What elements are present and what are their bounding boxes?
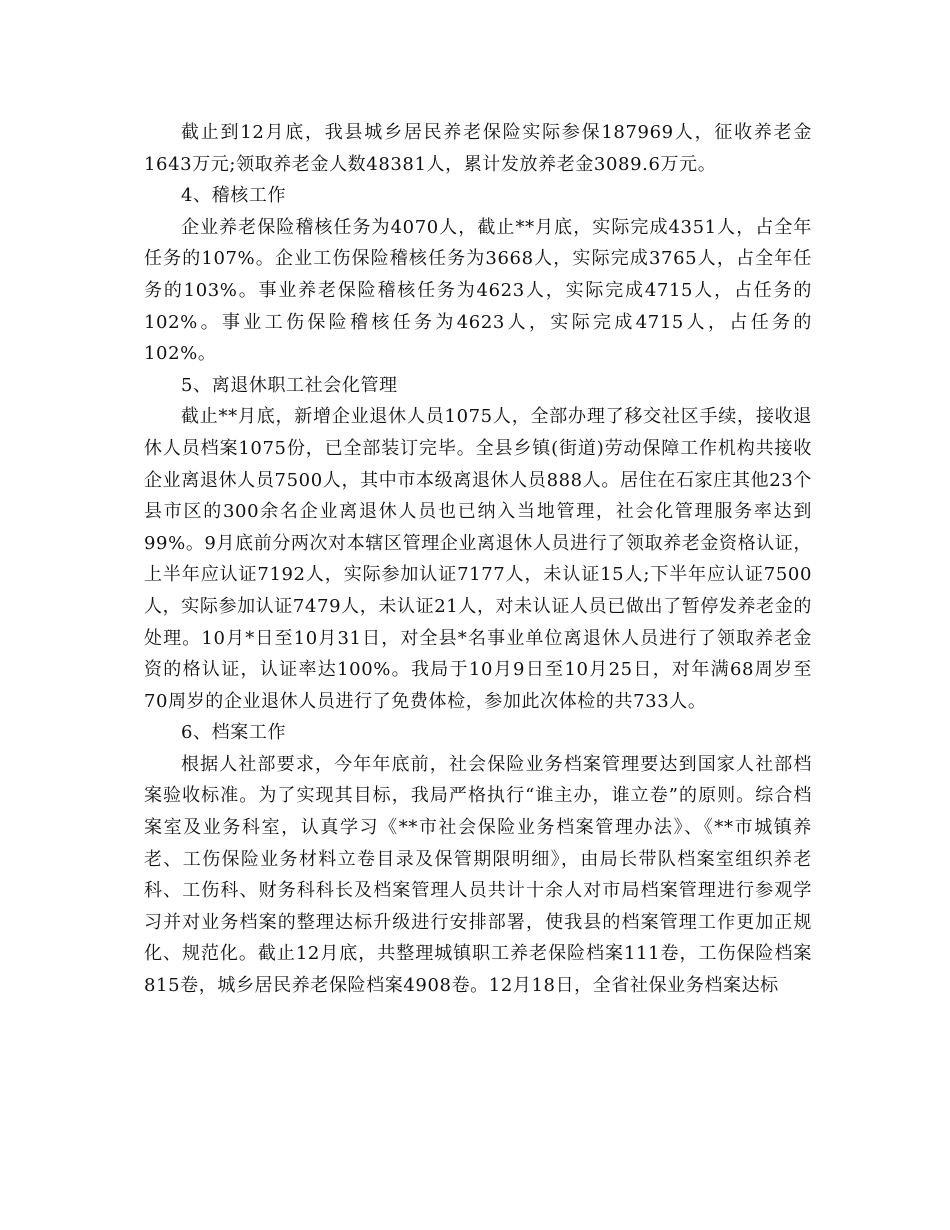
document-body [144,117,812,1002]
heading-archive-work: 6、档案工作 [181,722,287,744]
paragraph-archive-work: 根据人社部要求，今年年底前，社会保险业务档案管理要达到国家人社部档案验收标准。为了实现其目标，我局严格执行“谁主办，谁立卷”的原则。综合档案室及业务科室，认真学习《**市社会保险业务档案管理办法》、《**市城镇养老、工伤保险业务材料立卷目录及保管期限明细》，由局长带队档案室组织养老科、工伤科、财务科科长及档案管理人员共计十余人对市局档案管理进行参观学习并对业务档案的整理达标升级进行安排部署，使我县的档案管理工作更加正规化、规范化。截止12月底，共整理城镇职工养老保险档案111卷，工伤保险档案815卷，城乡居民养老保险档案4908卷。12月18日，全省社保业务档案达标 [144,753,812,997]
heading-retiree-management: 5、离退休职工社会化管理 [181,374,398,396]
heading-audit-work: 4、稽核工作 [181,185,287,207]
paragraph-pension-enrollment: 截止到12月底，我县城乡居民养老保险实际参保187969人，征收养老金1643万元;领取养老金人数48381人，累计发放养老金3089.6万元。 [144,122,812,175]
paragraph-retiree-management: 截止**月底，新增企业退休人员1075人，全部办理了移交社区手续，接收退休人员档案1075份，已全部装订完毕。全县乡镇(街道)劳动保障工作机构共接收企业离退休人员7500人，其中市本级离退休人员888人。居住在石家庄其他23个县市区的300余名企业离退休人员也已纳入当地管理，社会化管理服务率达到99%。9月底前分两次对本辖区管理企业离退休人员进行了领取养老金资格认证，上半年应认证7192人，实际参加认证7177人，未认证15人;下半年应认证7500人，实际参加认证7479人，未认证21人，对未认证人员已做出了暂停发养老金的处理。10月*日至10月31日，对全县*名事业单位离退休人员进行了领取养老金资的格认证，认证率达100%。我局于10月9日至10月25日，对年满68周岁至70周岁的企业退休人员进行了免费体检，参加此次体检的共733人。 [144,406,812,712]
paragraph-audit-work: 企业养老保险稽核任务为4070人，截止**月底，实际完成4351人，占全年任务的107%。企业工伤保险稽核任务为3668人，实际完成3765人，占全年任务的103%。事业养老保险稽核任务为4623人，实际完成4715人，占任务的102%。事业工伤保险稽核任务为4623人，实际完成4715人，占任务的102%。 [144,216,812,365]
